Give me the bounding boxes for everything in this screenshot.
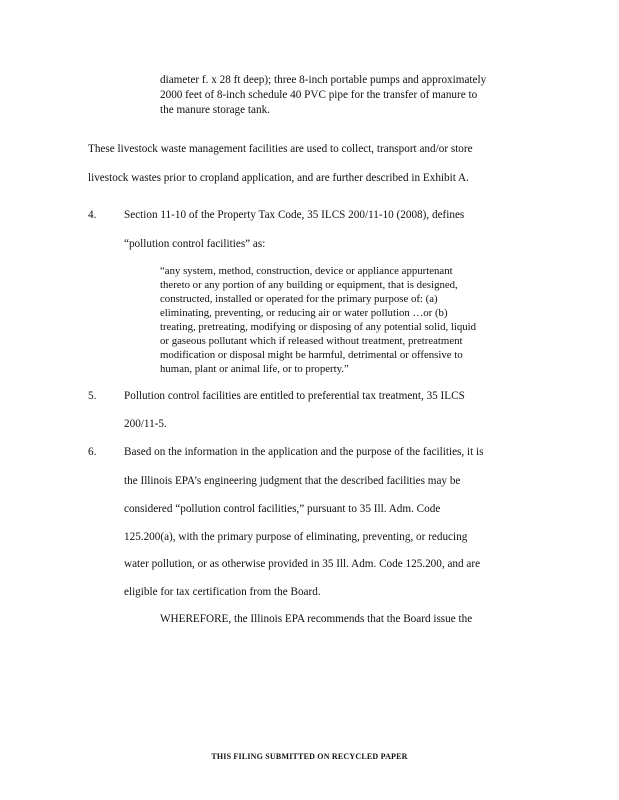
item-6-line-4: 125.200(a), with the primary purpose of eliminating, preventing, or reducing — [124, 531, 468, 543]
top-block-line-2: 2000 feet of 8-inch schedule 40 PVC pipe for the transfer of manure to — [160, 89, 478, 101]
item-5-line-1: Pollution control facilities are entitled to preferential tax treatment, 35 ILCS — [124, 390, 465, 402]
item-6-number: 6. — [88, 446, 97, 458]
top-block-line-1: diameter f. x 28 ft deep); three 8-inch portable pumps and approximately — [160, 74, 487, 86]
quote-line-1: “any system, method, construction, device or appliance appurtenant — [160, 265, 453, 277]
item-6-line-3: considered “pollution control facilities,” pursuant to 35 Ill. Adm. Code — [124, 503, 441, 515]
item-4-number: 4. — [88, 209, 97, 221]
item-4-line-1: Section 11-10 of the Property Tax Code, 35 ILCS 200/11-10 (2008), defines — [124, 209, 465, 221]
top-block-line-3: the manure storage tank. — [160, 104, 270, 116]
page-footer: THIS FILING SUBMITTED ON RECYCLED PAPER — [211, 752, 408, 761]
quote-line-3: constructed, installed or operated for the primary purpose of: (a) — [160, 293, 438, 305]
item-5-line-2: 200/11-5. — [124, 418, 167, 430]
item-6-line-6: eligible for tax certification from the Board. — [124, 586, 321, 598]
quote-line-4: eliminating, preventing, or reducing air or water pollution …or (b) — [160, 307, 448, 319]
item-6-line-2: the Illinois EPA’s engineering judgment that the described facilities may be — [124, 475, 461, 487]
item-6-line-5: water pollution, or as otherwise provided in 35 Ill. Adm. Code 125.200, and are — [124, 558, 481, 570]
quote-line-2: thereto or any portion of any building or equipment, that is designed, — [160, 279, 458, 291]
wherefore-line: WHEREFORE, the Illinois EPA recommends that the Board issue the — [160, 613, 473, 625]
quote-line-7: modification or disposal might be harmful, detrimental or offensive to — [160, 349, 463, 361]
item-5-number: 5. — [88, 390, 97, 402]
quote-line-6: or gaseous pollutant which if released without treatment, pretreatment — [160, 335, 463, 347]
quote-line-5: treating, pretreating, modifying or disposing of any potential solid, liquid — [160, 321, 477, 333]
quote-line-8: human, plant or animal life, or to property.” — [160, 363, 349, 375]
main-paragraph-line-2: livestock wastes prior to cropland application, and are further described in Exhibit A. — [88, 172, 469, 184]
item-6-line-1: Based on the information in the application and the purpose of the facilities, it is — [124, 446, 484, 458]
main-paragraph-line-1: These livestock waste management facilities are used to collect, transport and/or store — [88, 143, 473, 155]
item-4-line-2: “pollution control facilities” as: — [124, 238, 266, 250]
